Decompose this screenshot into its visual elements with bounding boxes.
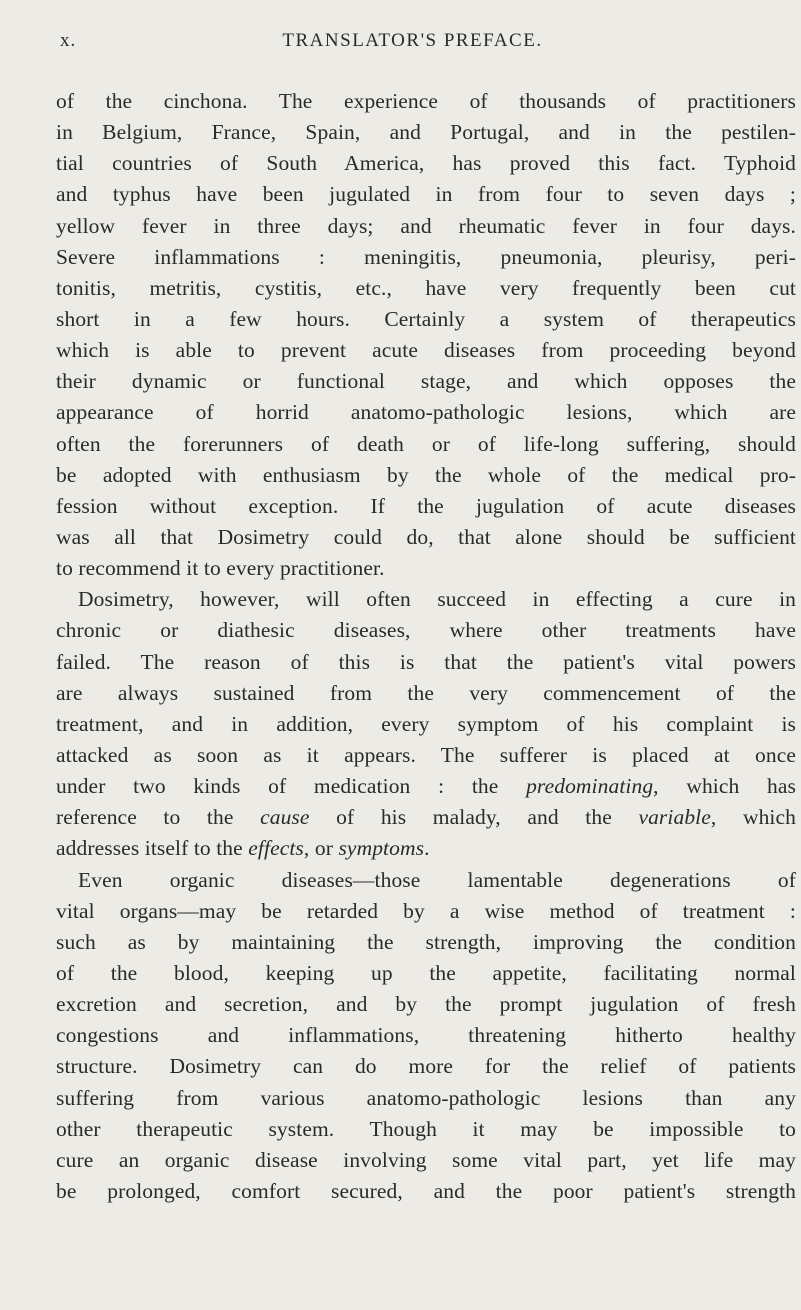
text-line xyxy=(56,304,796,335)
text-run: addresses itself to the xyxy=(56,836,249,861)
text-line xyxy=(56,366,796,397)
text-line xyxy=(56,584,796,615)
text-run: failed. The reason of this is that the patient's vital powers xyxy=(56,649,796,674)
text-line xyxy=(56,460,796,491)
text-run: such as by maintaining the strength, improving the condition xyxy=(56,929,796,954)
text-run: are always sustained from the very commencement of the xyxy=(56,680,796,705)
text-run: suffering from various anatomo-pathologic lesions than any xyxy=(56,1085,796,1110)
text-line xyxy=(56,678,796,709)
text-line xyxy=(56,429,796,460)
page-title: TRANSLATOR'S PREFACE. xyxy=(282,30,543,51)
text-line xyxy=(56,709,796,740)
text-run: which is able to prevent acute diseases from proceeding beyond xyxy=(56,338,796,363)
text-line xyxy=(56,211,796,242)
text-line xyxy=(56,740,796,771)
text-run: excretion and secretion, and by the prompt jugulation of fresh xyxy=(56,992,796,1017)
text-line xyxy=(56,1145,796,1176)
text-line xyxy=(56,896,796,927)
text-run: to recommend it to every practitioner. xyxy=(56,556,385,581)
text-run: often the forerunners of death or of life-long suffering, should xyxy=(56,431,796,456)
text-run: Severe inflammations : meningitis, pneumonia, pleurisy, peri- xyxy=(56,244,796,269)
text-run: reference to the xyxy=(56,805,261,830)
text-line xyxy=(56,927,796,958)
text-run: other therapeutic system. Though it may be impossible to xyxy=(56,1116,796,1141)
text-run: cure an organic disease involving some vital part, yet life may xyxy=(56,1147,796,1172)
text-line xyxy=(56,522,796,553)
body-text xyxy=(56,86,796,1207)
text-line xyxy=(56,242,796,273)
emphasized-term: predominating xyxy=(526,774,654,799)
emphasized-term: symptoms xyxy=(338,836,425,861)
text-line xyxy=(56,491,796,522)
text-run: and typhus have been jugulated in from four to seven days ; xyxy=(56,182,796,207)
text-line xyxy=(56,179,796,210)
emphasized-term: effects xyxy=(248,836,304,861)
text-run: chronic or diathesic diseases, where other treatments have xyxy=(56,618,796,643)
text-run: under two kinds of medication : the xyxy=(56,774,527,799)
text-run: Even organic diseases—those lamentable degenerations of xyxy=(78,867,796,892)
text-line xyxy=(56,865,796,896)
text-line xyxy=(56,335,796,366)
text-run: their dynamic or functional stage, and which opposes the xyxy=(56,369,796,394)
text-run: , which xyxy=(710,805,796,830)
text-run: of his malady, and the xyxy=(309,805,639,830)
text-run: appearance of horrid anatomo-pathologic lesions, which are xyxy=(56,400,796,425)
text-run: . xyxy=(424,836,430,861)
text-line xyxy=(56,1176,796,1207)
page-number: x. xyxy=(60,30,77,51)
text-run: was all that Dosimetry could do, that alone should be sufficient xyxy=(56,524,796,549)
text-run: congestions and inflammations, threatening hitherto healthy xyxy=(56,1023,796,1048)
text-line xyxy=(56,1020,796,1051)
text-run: of the cinchona. The experience of thousands of practitioners xyxy=(56,89,796,113)
text-line xyxy=(56,273,796,304)
text-line xyxy=(56,117,796,148)
text-run: tonitis, metritis, cystitis, etc., have very frequently been cut xyxy=(56,275,796,300)
text-line xyxy=(56,958,796,989)
text-run: Dosimetry, however, will often succeed in effecting a cure in xyxy=(78,587,796,612)
text-line xyxy=(56,86,796,117)
text-line xyxy=(56,1083,796,1114)
text-run: short in a few hours. Certainly a system of therapeutics xyxy=(56,306,796,331)
text-line xyxy=(56,397,796,428)
text-line xyxy=(56,148,796,179)
text-line xyxy=(56,833,796,864)
text-line xyxy=(56,989,796,1020)
text-run: tial countries of South America, has proved this fact. Typhoid xyxy=(56,151,796,176)
text-run: structure. Dosimetry can do more for the relief of patients xyxy=(56,1054,796,1079)
text-line xyxy=(56,802,796,833)
running-head xyxy=(60,30,765,58)
text-line xyxy=(56,1051,796,1082)
text-line xyxy=(56,771,796,802)
text-run: fession without exception. If the jugulation of acute diseases xyxy=(56,493,796,518)
text-run: of the blood, keeping up the appetite, facilitating normal xyxy=(56,960,796,985)
text-run: , or xyxy=(303,836,339,861)
text-line xyxy=(56,615,796,646)
text-run: be prolonged, comfort secured, and the poor patient's strength xyxy=(56,1178,796,1203)
text-run: vital organs—may be retarded by a wise method of treatment : xyxy=(56,898,796,923)
text-run: , which has xyxy=(653,774,796,799)
text-run: attacked as soon as it appears. The sufferer is placed at once xyxy=(56,742,796,767)
emphasized-term: variable xyxy=(638,805,711,830)
text-run: be adopted with enthusiasm by the whole of the medical pro- xyxy=(56,462,796,487)
text-run: treatment, and in addition, every symptom of his complaint is xyxy=(56,711,796,736)
emphasized-term: cause xyxy=(260,805,310,830)
text-line xyxy=(56,553,796,584)
text-line xyxy=(56,647,796,678)
text-line xyxy=(56,1114,796,1145)
text-run: yellow fever in three days; and rheumatic fever in four days. xyxy=(56,213,796,238)
text-run: in Belgium, France, Spain, and Portugal, and in the pestilen- xyxy=(56,120,796,145)
